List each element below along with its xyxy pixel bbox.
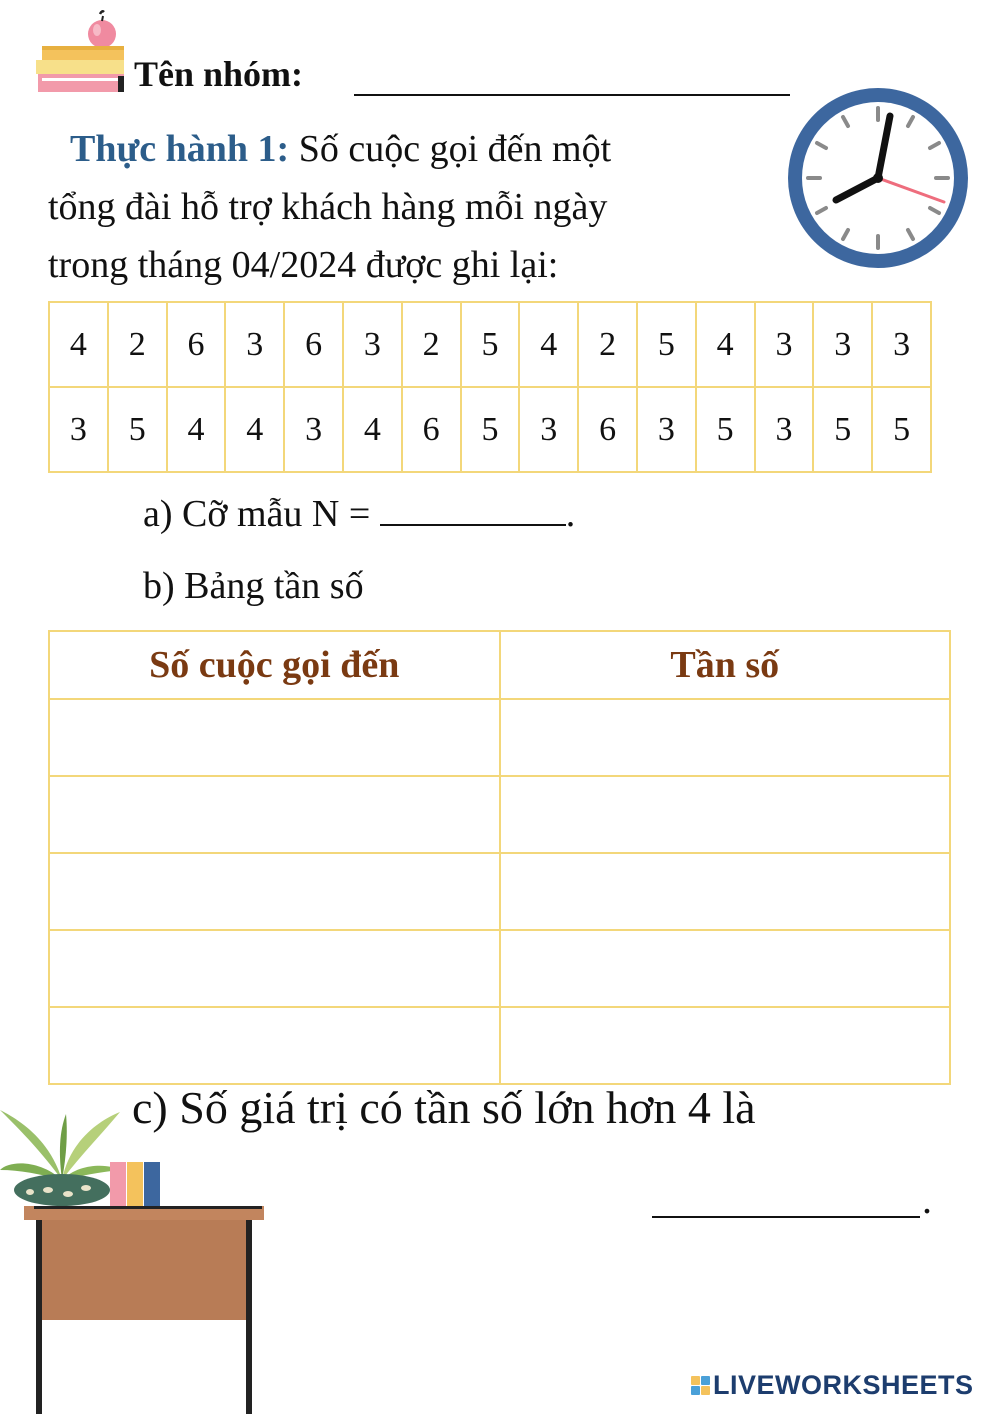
data-cell: 3 [637,387,696,472]
data-cell: 3 [519,387,578,472]
data-row [49,302,931,387]
logo-text: LIVEWORKSHEETS [713,1370,974,1400]
data-cell: 6 [284,302,343,387]
logo-icon [691,1376,710,1395]
data-cell: 5 [813,387,872,472]
exercise-text-1: Số cuộc gọi đến một [298,128,612,170]
question-a-label: a) Cỡ mẫu N = [143,493,380,535]
data-cell: 4 [225,387,284,472]
data-cell: 4 [49,302,108,387]
data-cell: 4 [167,387,226,472]
data-cell: 3 [49,387,108,472]
books-apple-illustration [34,8,130,98]
exercise-text-3: trong tháng 04/2024 được ghi lại: [48,244,559,286]
exercise-title: Thực hành 1: [70,128,290,170]
liveworksheets-logo [691,1370,974,1401]
frequency-table-header-calls: Số cuộc gọi đến [49,631,500,699]
frequency-table [48,630,951,1085]
data-cell: 3 [225,302,284,387]
data-cell: 5 [461,387,520,472]
frequency-table-header-frequency: Tần số [500,631,951,699]
data-cell: 5 [637,302,696,387]
frequency-value-field[interactable] [500,853,951,930]
frequency-row [49,1007,950,1084]
data-cell: 6 [167,302,226,387]
exercise-description [48,120,738,294]
data-cell: 3 [755,302,814,387]
question-c: c) Số giá trị có tần số lớn hơn 4 là [132,1082,756,1133]
sample-size-field[interactable] [380,486,566,526]
question-a-end: . [565,493,576,535]
frequency-value-field[interactable] [500,699,951,776]
desk-plant-illustration [0,1100,270,1414]
data-cell: 6 [578,387,637,472]
group-name-label: Tên nhóm: [134,54,304,94]
data-cell: 4 [343,387,402,472]
data-cell: 3 [755,387,814,472]
data-cell: 6 [402,387,461,472]
group-name-field[interactable] [354,52,790,96]
calls-value-field[interactable] [49,776,500,853]
exercise-text-2: tổng đài hỗ trợ khách hàng mỗi ngày [48,186,608,228]
data-row [49,387,931,472]
data-cell: 5 [872,387,931,472]
calls-value-field[interactable] [49,1007,500,1084]
answer-c-field[interactable] [652,1180,920,1218]
calls-value-field[interactable] [49,853,500,930]
data-cell: 3 [872,302,931,387]
data-cell: 3 [813,302,872,387]
data-cell: 2 [578,302,637,387]
data-cell: 2 [108,302,167,387]
frequency-value-field[interactable] [500,1007,951,1084]
data-cell: 5 [696,387,755,472]
question-a [143,486,575,542]
data-table [48,301,932,473]
data-cell: 4 [519,302,578,387]
data-cell: 3 [343,302,402,387]
frequency-row [49,930,950,1007]
frequency-row [49,776,950,853]
data-cell: 4 [696,302,755,387]
data-cell: 3 [284,387,343,472]
data-cell: 5 [108,387,167,472]
data-cell: 5 [461,302,520,387]
calls-value-field[interactable] [49,930,500,1007]
frequency-row [49,699,950,776]
frequency-value-field[interactable] [500,930,951,1007]
data-cell: 2 [402,302,461,387]
frequency-row [49,853,950,930]
clock-icon [780,80,980,280]
calls-value-field[interactable] [49,699,500,776]
answer-c-end: . [922,1177,932,1222]
frequency-value-field[interactable] [500,776,951,853]
question-b: b) Bảng tần số [143,565,364,607]
